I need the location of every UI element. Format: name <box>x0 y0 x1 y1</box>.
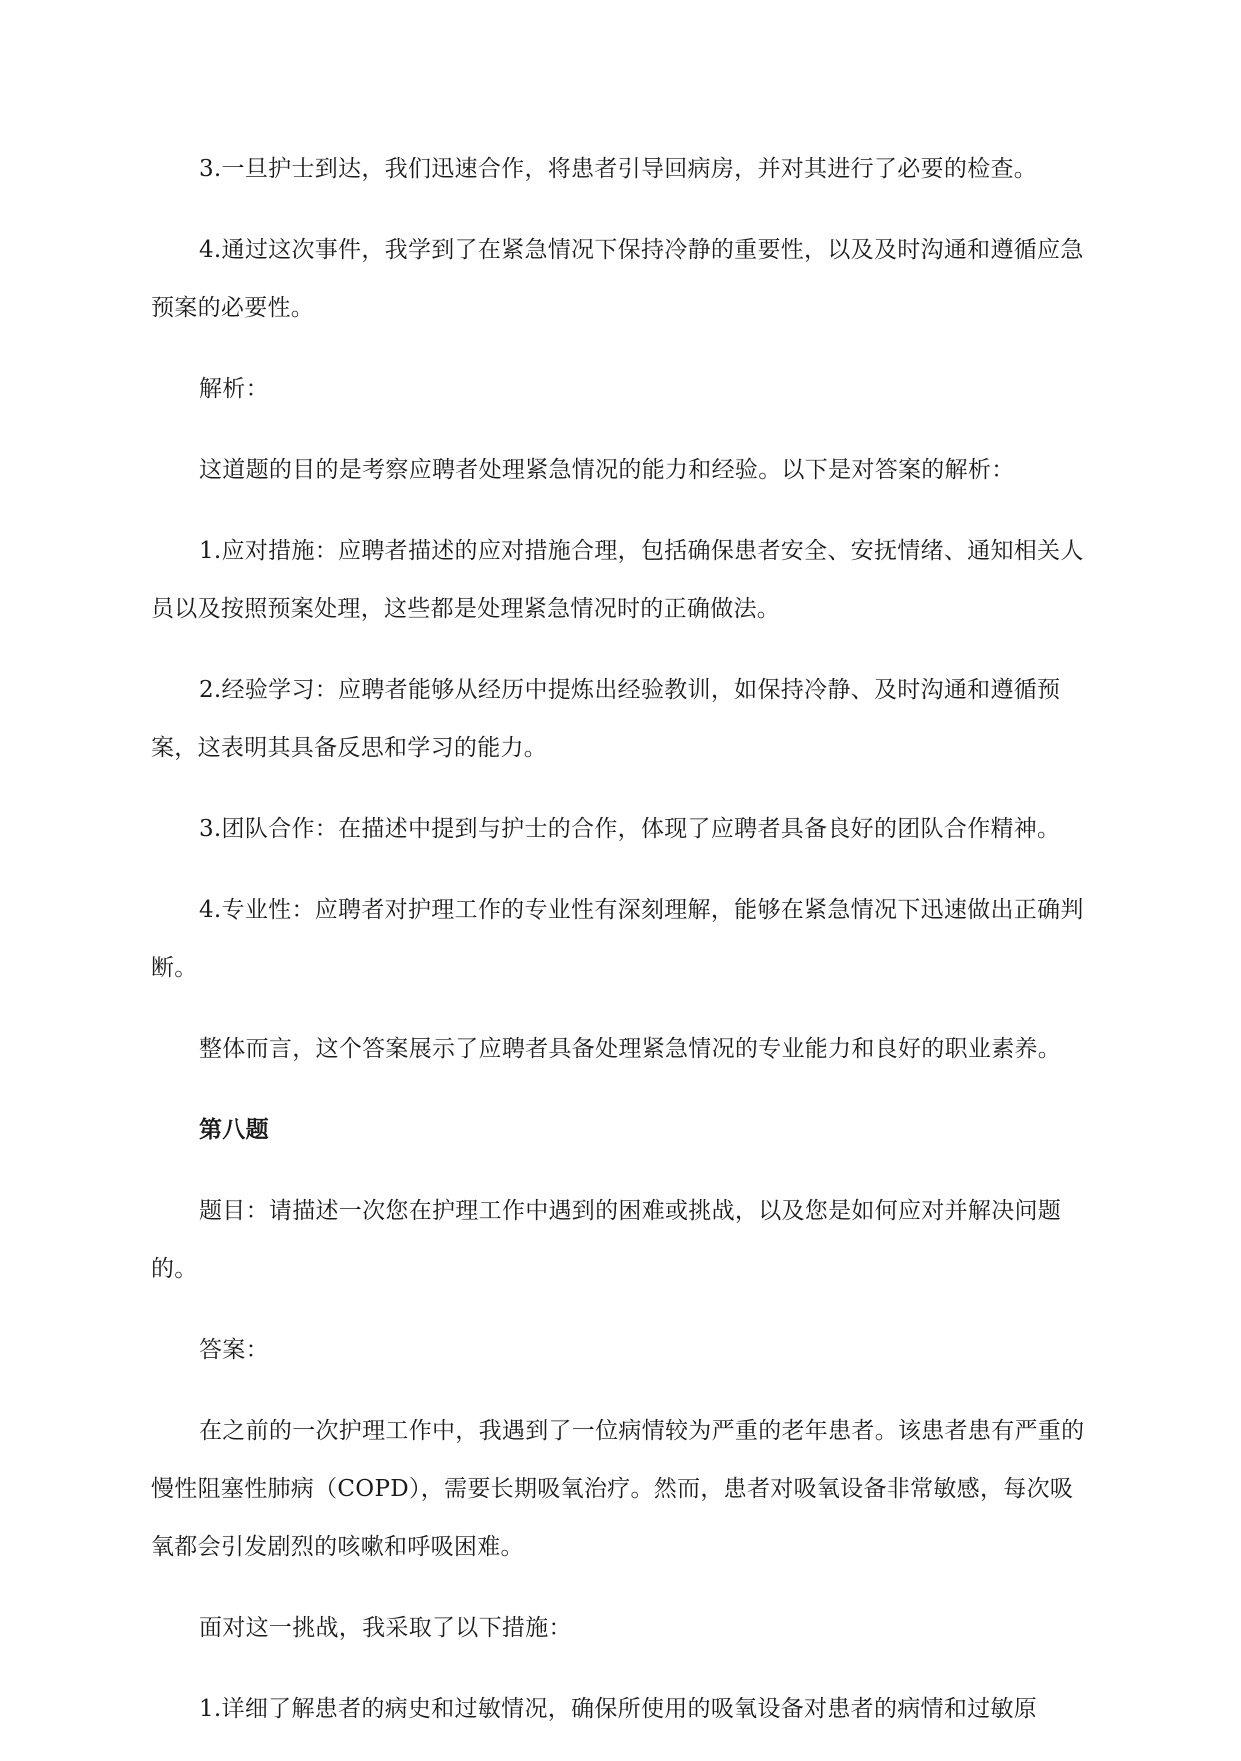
answer-measure-1: 1.详细了解患者的病史和过敏情况，确保所使用的吸氧设备对患者的病情和过敏原 <box>199 1696 1038 1722</box>
paragraph-step-4: 4.通过这次事件，我学到了在紧急情况下保持冷静的重要性，以及及时沟通和遵循应急预案的必要性。 <box>151 237 1084 321</box>
answer-paragraph-1: 在之前的一次护理工作中，我遇到了一位病情较为严重的老年患者。该患者患有严重的慢性阻塞性肺病（COPD），需要长期吸氧治疗。然而，患者对吸氧设备非常敏感，每次吸氧都会引发剧烈的咳嗽和呼吸困难。 <box>151 1418 1085 1560</box>
analysis-intro: 这道题的目的是考察应聘者处理紧急情况的能力和经验。以下是对答案的解析： <box>199 457 1015 483</box>
question-8-prompt: 题目：请描述一次您在护理工作中遇到的困难或挑战，以及您是如何应对并解决问题的。 <box>151 1198 1062 1282</box>
analysis-point-3: 3.团队合作：在描述中提到与护士的合作，体现了应聘者具备良好的团队合作精神。 <box>199 816 1061 842</box>
analysis-label: 解析： <box>199 376 269 402</box>
paragraph-step-3: 3.一旦护士到达，我们迅速合作，将患者引导回病房，并对其进行了必要的检查。 <box>199 156 1038 182</box>
question-8-heading: 第八题 <box>199 1117 269 1143</box>
answer-label: 答案： <box>199 1337 269 1363</box>
analysis-point-1: 1.应对措施：应聘者描述的应对措施合理，包括确保患者安全、安抚情绪、通知相关人员以及按照预案处理，这些都是处理紧急情况时的正确做法。 <box>151 538 1084 622</box>
analysis-summary: 整体而言，这个答案展示了应聘者具备处理紧急情况的专业能力和良好的职业素养。 <box>199 1036 1062 1062</box>
analysis-point-2: 2.经验学习：应聘者能够从经历中提炼出经验教训，如保持冷静、及时沟通和遵循预案，这表明其具备反思和学习的能力。 <box>151 677 1061 761</box>
answer-paragraph-2: 面对这一挑战，我采取了以下措施： <box>199 1615 572 1641</box>
analysis-point-4: 4.专业性：应聘者对护理工作的专业性有深刻理解，能够在紧急情况下迅速做出正确判断。 <box>151 897 1084 981</box>
document-body <box>151 140 1095 1761</box>
